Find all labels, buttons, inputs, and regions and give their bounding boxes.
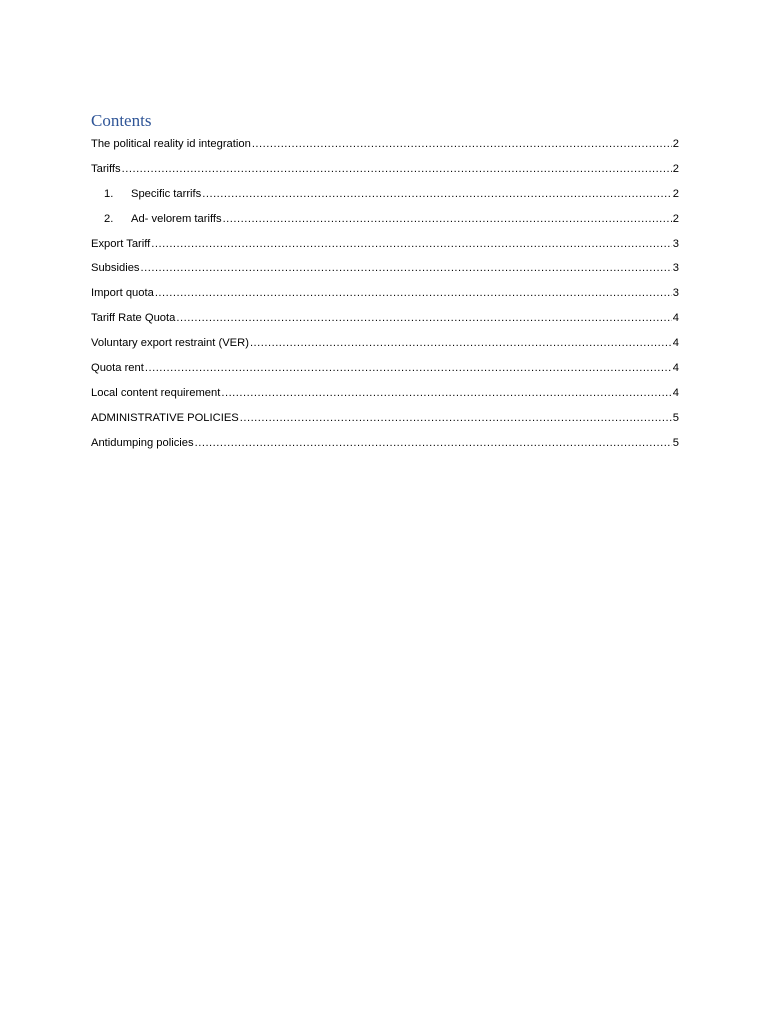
toc-entry-administrative-policies[interactable]	[91, 406, 679, 431]
toc-entry-text: Export Tariff	[91, 237, 151, 250]
dot-leader	[202, 182, 672, 207]
dot-leader	[240, 406, 672, 431]
dot-leader	[122, 157, 672, 182]
dot-leader	[252, 132, 672, 157]
dot-leader	[155, 281, 672, 306]
toc-heading: Contents	[91, 111, 152, 130]
toc-entry-text: Ad- velorem tariffs	[131, 212, 222, 225]
toc-entry-page: 2	[672, 138, 679, 150]
toc-entry-import-quota[interactable]	[91, 281, 679, 306]
toc-entry-text: Local content requirement	[91, 386, 221, 399]
dot-leader	[250, 331, 672, 356]
dot-leader	[141, 256, 672, 281]
toc-entry-page: 5	[672, 411, 679, 424]
dot-leader	[221, 381, 671, 406]
dot-leader	[145, 356, 672, 381]
toc-entry-text: Tariff Rate Quota	[91, 312, 176, 325]
toc-entry-export-tariff[interactable]	[91, 232, 679, 257]
toc-entry-voluntary-export-restraint[interactable]	[91, 331, 679, 356]
toc-entry-tariff-rate-quota[interactable]	[91, 306, 679, 331]
toc-entry-page: 4	[672, 362, 679, 375]
toc-entry-page: 5	[672, 436, 679, 449]
dot-leader	[151, 232, 671, 257]
toc-entry-tariffs[interactable]	[91, 157, 679, 182]
toc-entry-text: Subsidies	[91, 262, 140, 275]
toc-entry-page: 4	[672, 337, 679, 350]
toc-entry-ad-velorem-tariffs[interactable]	[91, 207, 679, 232]
toc-entry-page: 3	[672, 237, 679, 250]
toc-entry-page: 4	[672, 386, 679, 399]
toc-entry-number: 1.	[104, 187, 114, 200]
dot-leader	[223, 207, 672, 232]
toc-entry-text: Specific tarrifs	[131, 187, 202, 200]
toc-entry-text: The political reality id integration	[91, 138, 251, 150]
dot-leader	[195, 431, 672, 456]
toc-entry-page: 4	[672, 312, 679, 325]
toc-entry-subsidies[interactable]	[91, 256, 679, 281]
toc-entry-specific-tarrifs[interactable]	[91, 182, 679, 207]
toc-entry-text: ADMINISTRATIVE POLICIES	[91, 411, 239, 424]
toc-entry-text: Quota rent	[91, 362, 144, 375]
toc-entry-page: 2	[672, 162, 679, 175]
toc-entry-page: 2	[672, 212, 679, 225]
dot-leader	[176, 306, 671, 331]
table-of-contents	[91, 132, 679, 456]
toc-entry-text: Tariffs	[91, 162, 121, 175]
toc-entry-political-reality[interactable]	[91, 132, 679, 157]
toc-entry-quota-rent[interactable]	[91, 356, 679, 381]
toc-entry-text: Antidumping policies	[91, 436, 194, 449]
toc-entry-antidumping-policies[interactable]	[91, 431, 679, 456]
toc-entry-page: 3	[672, 287, 679, 300]
toc-entry-page: 3	[672, 262, 679, 275]
toc-entry-text: Voluntary export restraint (VER)	[91, 337, 249, 350]
toc-entry-local-content-requirement[interactable]	[91, 381, 679, 406]
toc-entry-number: 2.	[104, 212, 114, 225]
toc-entry-text: Import quota	[91, 287, 154, 300]
toc-entry-page: 2	[672, 187, 679, 200]
